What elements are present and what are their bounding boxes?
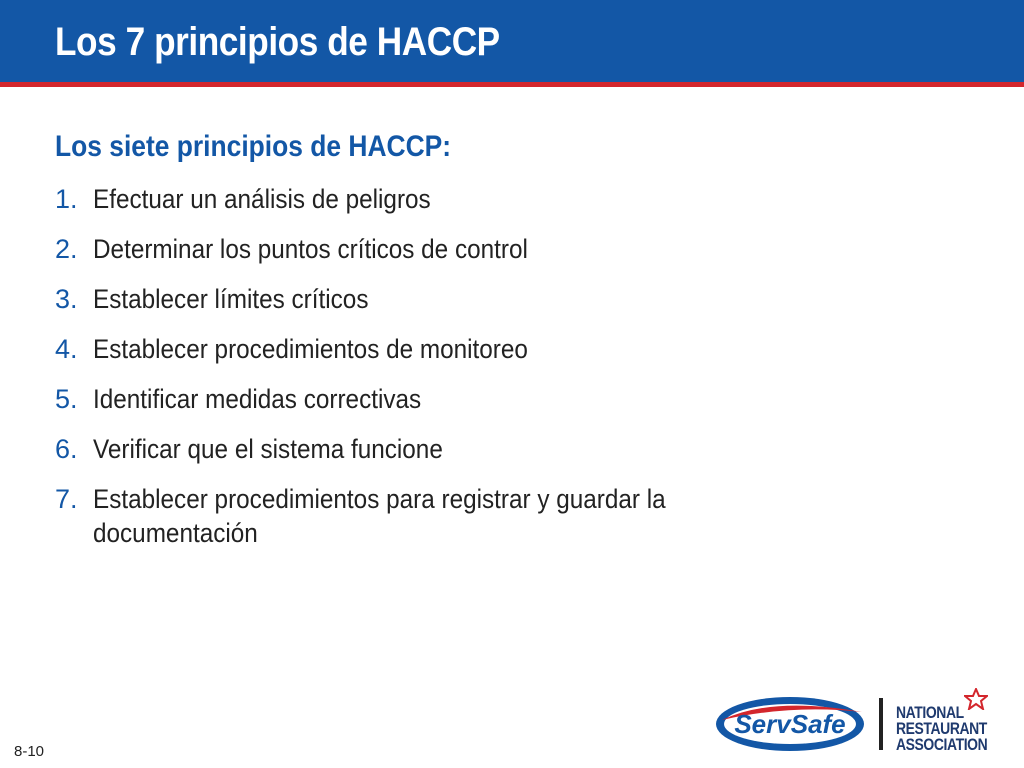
nra-line-3: ASSOCIATION bbox=[896, 735, 988, 754]
title-bar bbox=[0, 0, 1024, 87]
item-text: Determinar los puntos críticos de control bbox=[93, 234, 528, 264]
slide-title: Los 7 principios de HACCP bbox=[55, 20, 500, 64]
item-text: Establecer procedimientos de monitoreo bbox=[93, 334, 528, 364]
item-text: Establecer límites críticos bbox=[93, 284, 369, 314]
item-text: Verificar que el sistema funcione bbox=[93, 434, 443, 464]
nra-line-1: NATIONAL bbox=[896, 703, 964, 722]
list-item bbox=[55, 282, 815, 316]
nra-line-2: RESTAURANT bbox=[896, 719, 987, 738]
list-item bbox=[55, 382, 815, 416]
item-number: 2. bbox=[55, 234, 78, 264]
logo-divider bbox=[879, 698, 883, 750]
item-number: 5. bbox=[55, 384, 78, 414]
list-item bbox=[55, 332, 815, 366]
list-item bbox=[55, 232, 815, 266]
slide-content bbox=[55, 130, 815, 566]
servsafe-logo-graphic bbox=[712, 690, 872, 756]
principles-list bbox=[55, 182, 815, 550]
nra-logo bbox=[892, 688, 1012, 754]
list-item bbox=[55, 482, 815, 550]
star-icon bbox=[964, 688, 988, 710]
item-number: 4. bbox=[55, 334, 78, 364]
item-text: Identificar medidas correctivas bbox=[93, 384, 422, 414]
list-item bbox=[55, 432, 815, 466]
item-text: Efectuar un análisis de peligros bbox=[93, 184, 431, 214]
section-heading: Los siete principios de HACCP: bbox=[55, 130, 452, 163]
servsafe-logo bbox=[712, 690, 872, 761]
item-number: 1. bbox=[55, 184, 78, 214]
item-number: 3. bbox=[55, 284, 78, 314]
item-number: 7. bbox=[55, 484, 78, 514]
slide-number: 8-10 bbox=[14, 743, 45, 760]
list-item bbox=[55, 182, 815, 216]
item-number: 6. bbox=[55, 434, 78, 464]
item-text: Establecer procedimientos para registrar y guardar la documentación bbox=[93, 484, 666, 548]
servsafe-wordmark: ServSafe bbox=[734, 709, 846, 739]
